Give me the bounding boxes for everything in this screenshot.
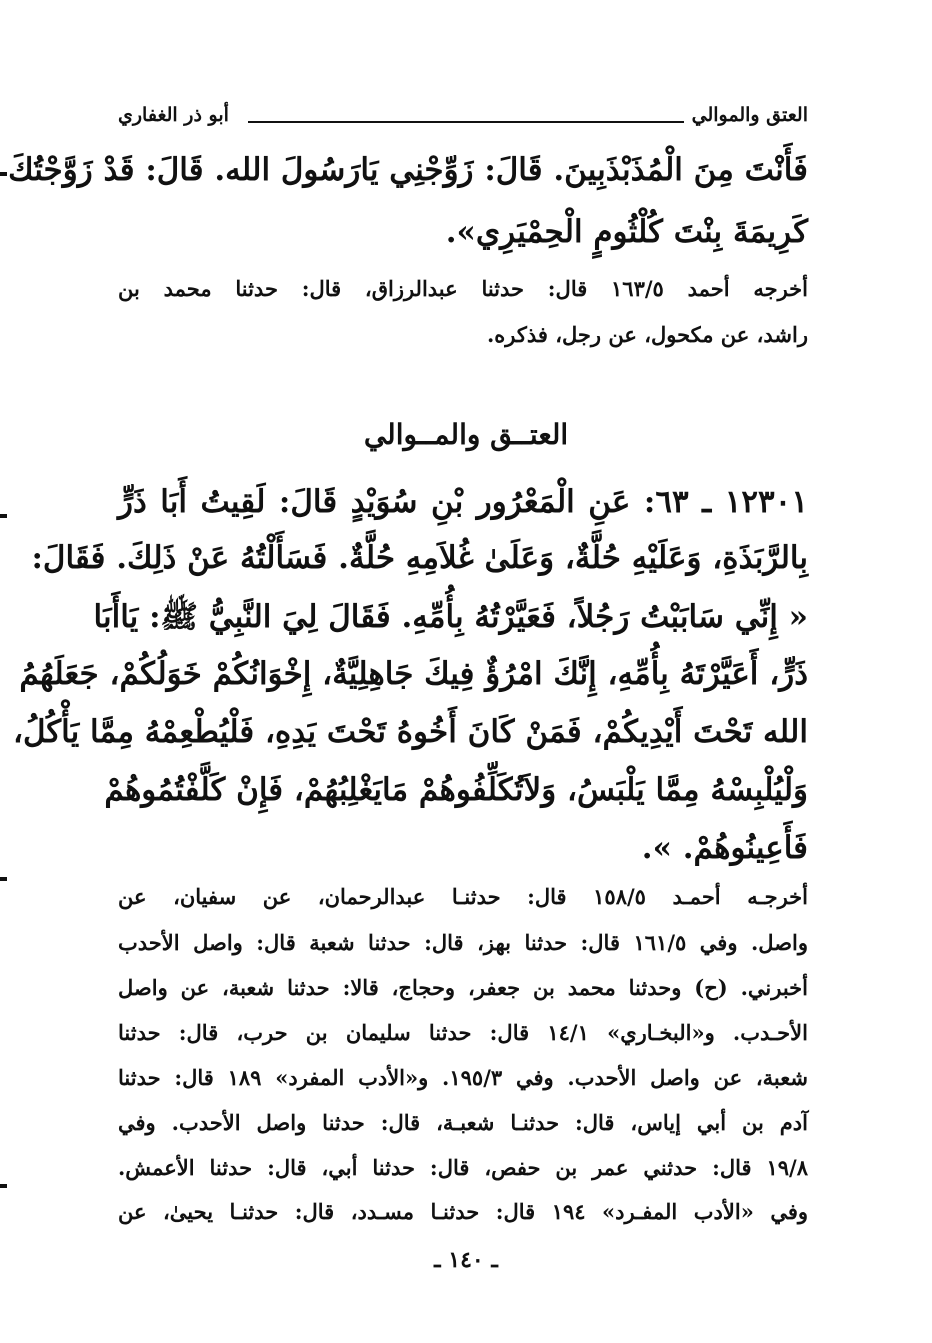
note-line: راشد، عن مكحول، عن رجل، فذكره. [486,322,808,347]
page-number: ـ ١٤٠ ـ [434,1247,498,1273]
note-line: أخرجه أحمد ١٦٣/٥ قال: حدثنا عبدالرزاق، قال: حدثنا محمد بن [118,276,808,301]
binding-mark [0,877,7,881]
note-line: أخرجـه أحمـد ١٥٨/٥ قال: حدثنـا عبدالرحمان، عن سفيان، عن [118,884,808,909]
binding-mark [0,514,7,518]
text-line: كَرِيمَةَ بِنْتَ كُلْثُومٍ الْحِمْيَرِي». [445,214,808,250]
note-line: ١٩/٨ قال: حدثني عمر بن حفص، قال: حدثنا أبي، قال: حدثنا الأعمش. [118,1155,808,1180]
binding-mark [0,172,7,176]
note-line: شعبة، عن واصل الأحدب. وفي ١٩٥/٣. و«الأدب المفرد» ١٨٩ قال: حدثنا [118,1065,808,1090]
text-line: ١٢٣٠١ ـ ٦٣: عَنِ الْمَعْرُور بْنِ سُوَيْدٍ قَالَ: لَقِيتُ أَبَا ذَرٍّ [118,484,808,520]
note-line: أخبرني. (ح) وحدثنا محمد بن جعفر، وحجاج، قالا: حدثنا شعبة، عن واصل [118,975,809,1000]
text-line: فَأَنْتَ مِنَ الْمُذَبْذَبِينَ. قَالَ: زَوِّجْنِي يَارَسُولَ الله. قَالَ: قَدْ زَوَّجْتُكَ [8,152,808,188]
note-line: آدم بن أبي إياس، قال: حدثنـا شعبـة، قال: حدثنا واصل الأحدب. وفي [118,1110,808,1135]
section-title: العتــق والمــوالي [363,418,569,451]
text-line: فَأَعِينُوهُمْ. ». [641,830,808,866]
note-line: واصل. وفي ١٦١/٥ قال: حدثنا بهز، قال: حدثنا شعبة قال: واصل الأحدب [118,930,808,955]
text-line: « إِنِّي سَابَبْتُ رَجُلاً، فَعَيَّرْتُهُ بِأُمِّهِ. فَقَالَ لِيَ النَّبِيُّ ﷺ: يَاأَبَا [93,599,808,635]
note-line: الأحـدب. و«البخـاري» ١٤/١ قال: حدثنا سليمان بن حرب، قال: حدثنا [118,1020,808,1045]
running-header-chapter: العتق والموالي [691,104,808,126]
text-line: بِالرَّبَذَةِ، وَعَلَيْهِ حُلَّةٌ، وَعَلَىٰ غُلاَمِهِ حُلَّةٌ. فَسَأَلْتُهُ عَنْ ذَلِكَ. فَقَالَ: [31,540,808,576]
running-header-book: أبو ذر الغفاري [118,104,229,126]
note-line: وفي «الأدب المفـرد» ١٩٤ قال: حدثنـا مسـدد، قال: حدثنـا يحيىٰ، عن [118,1199,808,1224]
text-line: الله تَحْتَ أَيْدِيكُمْ، فَمَنْ كَانَ أَخُوهُ تَحْتَ يَدِهِ، فَلْيُطْعِمْهُ مِمَّا يَأْكُلُ، [12,714,808,750]
text-line: وَلْيُلْبِسْهُ مِمَّا يَلْبَسُ، وَلاَتُكَلِّفُوهُمْ مَايَغْلِبُهُمْ، فَإِنْ كَلَّفْتُمُوهُمْ [104,772,808,808]
binding-mark [0,1184,7,1188]
text-line: ذَرٍّ، أَعَيَّرْتَهُ بِأُمِّهِ، إِنَّكَ امْرُؤٌ فِيكَ جَاهِلِيَّةٌ، إِخْوَانُكُمْ خَوَلُكُمْ، جَعَلَهُمُ [19,656,808,692]
header-rule [248,121,684,123]
